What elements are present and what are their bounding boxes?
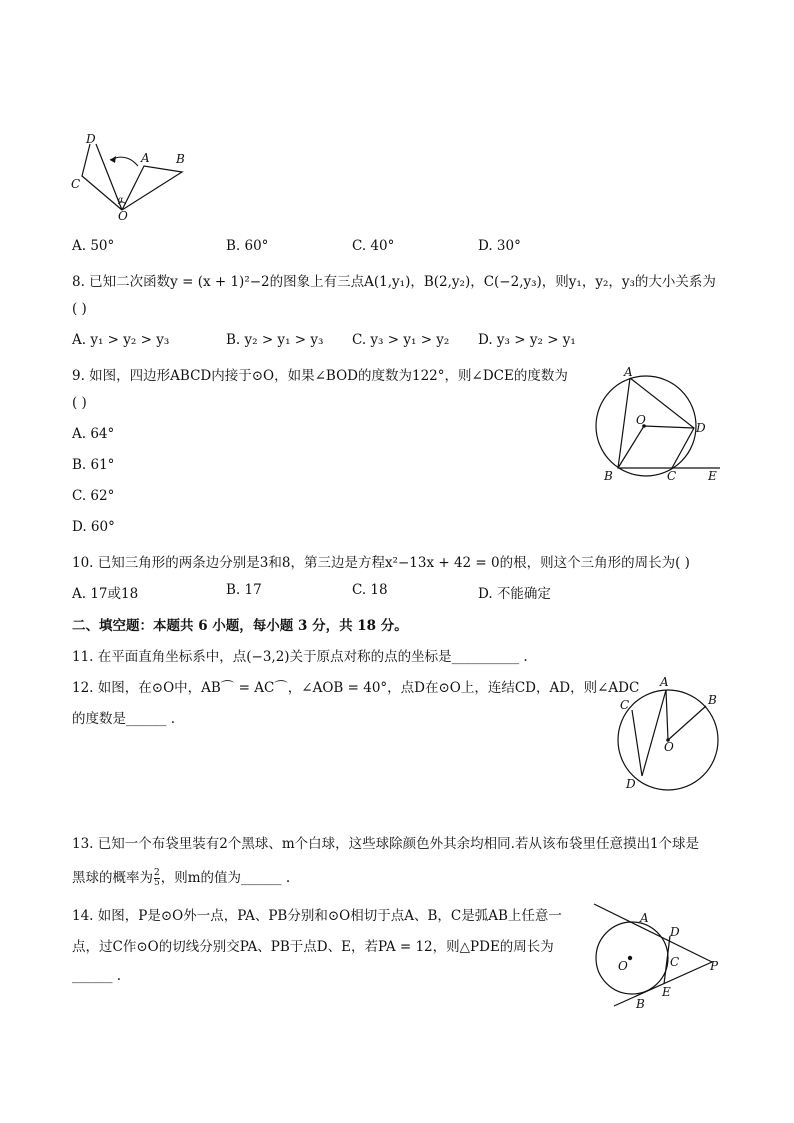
q8-option-a: A. y₁ > y₂ > y₃ [72,332,170,348]
q13-stem-line2 [72,866,290,888]
q7-option-c: C. 40° [352,238,395,254]
q9-figure [592,364,732,488]
q7-figure [66,132,196,224]
q14-figure [588,900,730,1012]
label-B: B [604,469,613,483]
q9-stem-line1: 9. 如图，四边形ABCD内接于⊙O，如果∠BOD的度数为122°，则∠DCE的度数为 [72,368,568,384]
label-D: D [626,777,636,791]
q9-option-a: A. 64° [72,426,115,442]
q9-option-c: C. 62° [72,488,115,504]
q10-stem: 10. 已知三角形的两条边分别是3和8，第三边是方程x²−13x + 42 = 0的根，则这个三角形的周长为( ) [72,555,690,571]
label-D: D [86,132,96,146]
q7-option-a: A. 50° [72,238,115,254]
q9-option-b: B. 61° [72,457,115,473]
label-A: A [624,365,633,379]
q10-option-c: C. 18 [352,582,388,598]
q12-stem-line2: 的度数是______ . [72,711,176,727]
label-O: O [664,740,674,754]
q10-option-a: A. 17或18 [72,586,139,602]
label-A: A [640,911,649,925]
label-C: C [667,469,677,483]
label-A: A [660,675,669,689]
label-C: C [620,698,630,712]
q13-text-post: ，则m的值为______ . [160,870,291,886]
q14-stem-line3: ______ . [72,968,122,984]
label-O: O [118,209,128,223]
label-O: O [618,959,628,973]
label-E: E [662,985,671,999]
q9-stem-line2: ( ) [72,395,87,411]
label-E: E [708,469,717,483]
q8-option-c: C. y₃ > y₁ > y₂ [352,332,450,348]
label-B: B [636,997,645,1011]
label-D: D [670,925,680,939]
q7-option-b: B. 60° [226,238,269,254]
label-D: D [696,421,706,435]
label-C: C [71,177,81,191]
q13-text-pre: 黑球的概率为 [72,870,153,886]
q8-option-b: B. y₂ > y₁ > y₃ [226,332,324,348]
label-alpha: α [118,195,124,204]
label-B: B [176,152,185,166]
q12-stem-line1: 12. 如图，在⊙O中，AB⌒ = AC⌒，∠AOB = 40°，点D在⊙O上，连结CD，AD，则∠ADC [72,680,640,696]
q12-figure [612,672,724,794]
q8-stem-line2: ( ) [72,301,87,317]
label-A: A [141,151,150,165]
q9-option-d: D. 60° [72,519,115,535]
q14-stem-line1: 14. 如图，P是⊙O外一点，PA、PB分别和⊙O相切于点A、B，C是弧AB上任意一 [72,908,562,924]
label-O: O [636,413,646,427]
q10-option-d: D. 不能确定 [478,586,551,602]
q8-stem-line1: 8. 已知二次函数y = (x + 1)²−2的图象上有三点A(1,y₁)，B(2,y₂)，C(−2,y₃)，则y₁，y₂，y₃的大小关系为 [72,274,716,290]
q8-option-d: D. y₃ > y₂ > y₁ [478,332,576,348]
label-C: C [670,955,680,969]
q11-stem: 11. 在平面直角坐标系中，点(−3,2)关于原点对称的点的坐标是__________ . [72,649,528,665]
label-B: B [708,693,717,707]
fraction-numerator: 2 [154,868,160,878]
q13-fraction [154,869,160,888]
q14-stem-line2: 点，过C作⊙O的切线分别交PA、PB于点D、E，若PA = 12，则△PDE的周长为 [72,939,554,955]
q10-option-b: B. 17 [226,582,262,598]
q13-stem-line1: 13. 已知一个布袋里装有2个黑球、m个白球，这些球除颜色外其余均相同.若从该布袋里任意摸出1个球是 [72,836,700,852]
section-heading-fill-in: 二、填空题：本题共 6 小题，每小题 3 分，共 18 分。 [72,618,408,634]
fraction-denominator: 5 [154,878,160,888]
label-P: P [710,959,719,973]
q7-option-d: D. 30° [478,238,521,254]
